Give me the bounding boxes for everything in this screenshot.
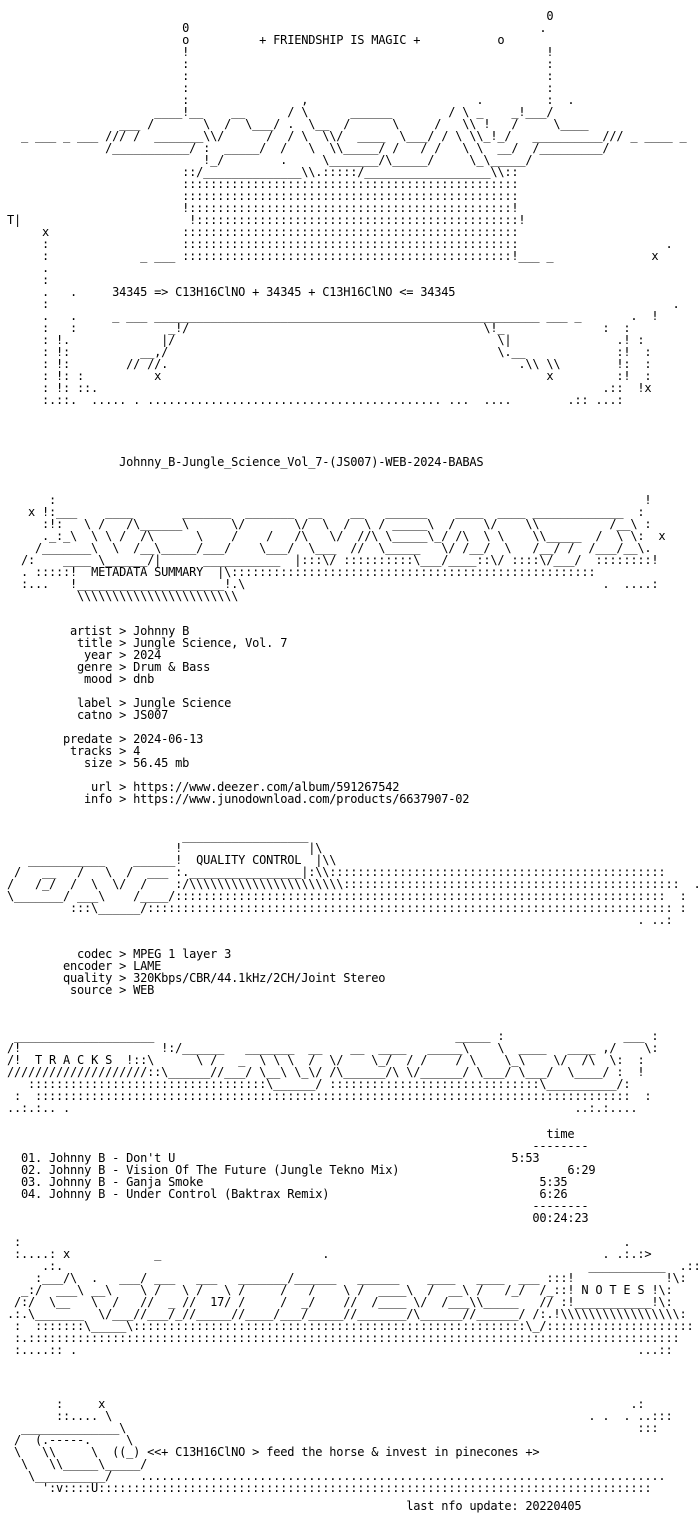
meta-predate: 2024-06-13 <box>133 732 204 746</box>
meta-year: 2024 <box>133 648 162 662</box>
quality-fields: codec > MPEG 1 layer 3 encoder > LAME quality > 320Kbps/CBR/44.1kHz/2CH/Joint Stereo source > WEB <box>0 947 386 997</box>
meta-title: Jungle Science, Vol. 7 <box>133 636 288 650</box>
quality-encoder: LAME <box>133 959 162 973</box>
footer-ascii-art: : x .: ::.... \ . . . ..::: ______________\ ::: / (.-----. \ \ \\ \ ((_) <<+ C13H16ClNO > feed the horse & invest in pinecones +> \ \\_____\_____/ \__________/ ........................................................................... ':v::::U::::::::::::::::::::::::::::::::::::::::::::::::::::::::::::::::::::::::::::::: <box>14 1397 673 1495</box>
footer-slogan: <<+ C13H16ClNO > feed the horse & invest in pinecones +> <box>147 1445 540 1459</box>
last-update: last nfo update: 20220405 <box>406 1499 582 1513</box>
metadata-fields: artist > Johnny B title > Jungle Science, Vol. 7 year > 2024 genre > Drum & Bass mood > dnb label > Jungle Science catno > JS007 predate > 2024-06-13 tracks > 4 size > 56.45 mb url > https://www.deezer.com/album/591267542 info > https://www.junodownload.com/products/6637907-02 <box>0 624 470 806</box>
track-4-time: 6:26 <box>539 1187 568 1201</box>
meta-genre: Drum & Bass <box>133 660 211 674</box>
track-2-time: 6:29 <box>567 1163 596 1177</box>
release-name-line <box>0 456 648 468</box>
tracks-section-art: ____________________ _____ : ___ : /! !:/______ _______ __ __ ____ _____\ \ ____ ____ ,/ \: /! T R A C K S !::\ \ / _ \ \ \ / \/ \_/ / / / \ \_\ \/ /\ \: : ////////////////////::\______//___/ \__\ \_\/ /\______/\ \/______/ \___/ \___/ \____/ : ! ::::::::::::::::::::::::::::::::::\______/ ::::::::::::::::::::::::::::::\__________/: : ::::::::::::::::::::::::::::::::::::::::::::::::::::::::::::::::::::::::::::::::::::: : ..:.:.. . ..:.:.... <box>7 1029 659 1115</box>
meta-artist: Johnny B <box>133 624 190 638</box>
track-1-time: 5:53 <box>511 1151 540 1165</box>
notes-section-title: N O T E S <box>581 1283 645 1297</box>
last-update-line <box>0 1500 648 1512</box>
meta-url: https://www.deezer.com/album/591267542 <box>133 780 400 794</box>
meta-mood: dnb <box>133 672 155 686</box>
quality-source: WEB <box>133 983 155 997</box>
notes-section-art: : . :....: x _ . . .:.:> .:. ___________ .:: :___/\ . ___/ ___ ___ _______/______ ______ ____ ____ ___ :::! !\: _:/ ___\ __\ \ / \ / \ / / / \ / ____\ / __\ / /_/ /_::! N O T E S !\: /:/ \__ \ / // _ // 17/ / / _/ // /____ \/ /___\\_____ // :!___________!\: .:.\_______ \/___//___/_//_____//____/___/_____//_______/\______//______/ /:.!\\\\\\\\\\\\\\\\\: : :::::::\_____\::::::::::::::::::::::::::::::::::::::::::::::::::::::::\_/::::::::::::::::::::: :.::::::::::::::::::::::::::::::::::::::::::::::::::::::::::::::::::::::::::::::::::::::::::::: :....:: . ...:: <box>7 1235 700 1357</box>
quality-codec: MPEG 1 layer 3 <box>133 947 232 961</box>
tracklist-total: 00:24:23 <box>532 1211 589 1225</box>
quality-quality: 320Kbps/CBR/44.1kHz/2CH/Joint Stereo <box>133 971 386 985</box>
tracklist-time-header: time <box>546 1127 575 1141</box>
track-3-no: 03 <box>21 1175 36 1189</box>
track-1-title: Johnny B - Don't U <box>49 1151 176 1165</box>
tracks-section-title: T R A C K S <box>35 1053 113 1067</box>
metadata-section-art: : ! x !:___ ____ _______ _______ __ __ ______ ____ ____ _____________ : :!: \ / /\______\ \/ \/ \ / \ / _____\ / \/ \\ /__\ : ._:_\ \ \ / /\ \ / / /\ \/ //\ \_____\_/ /\ \ \ \\_____ / \ \: x /_______\ \ /__\_____/___/ \___/ \___ // \_____ \/ /__/ \ /__/ / /___/__\. /: ____ \______/| ___________ |:::\/ ::::::::::\___/____::\/ ::::\/___/ ::::::::! . :::::! METADATA SUMMARY |\:::::::::::::::::::::::::::::::::::::::::::::::::::: :... !_____________________!.\ . ....: \\\\\\\\\\\\\\\\\\\\\\\ <box>21 493 666 603</box>
meta-tracks: 4 <box>133 744 141 758</box>
meta-catno: JS007 <box>133 708 169 722</box>
track-2-no: 02 <box>21 1163 36 1177</box>
quality-section-art: __________________ ! |\ ___________ ______! QUALITY CONTROL |\\ / __ / \ / ___ :.________________|:\\:::::::::::::::::::::::::::::::::::::::::::::::: / /_/ / \ \/ / :/\\\\\\\\\\\\\\\\\\\\\\:::::::::::::::::::::::::::::::::::::::::::::::: . \_______/ ___\ /____/:::::::::::::::::::::::::::::::::::::::::::::::::::::::::::::::::::::: : :::\______/::::::::::::::::::::::::::::::::::::::::::::::::::::::::::::::::::::::::::: : . ..: <box>7 829 700 927</box>
header-ascii-art: 0 0 . o + FRIENDSHIP IS MAGIC + o ! ! : : : : : : : , . : . ____!__ __ / \ ______ / \ _ _!___/ ___ / \ / \___/ . \__ / \ / \\ ! / \____ _ ___ _ ___ /// / _______\\/ / / \ \\/ ____ \___/ / \ \\_!_/ __________/// _ ____ _ /___________/ : _____/ / \ \\_____/ / / / \ \ __/ /_________/ !_/ . \_______/\_____/ \_\_____/ ::/______________\\.:::::/__________________\\:: :::::::::::::::::::::::::::::::::::::::::::::::: :::::::::::::::::::::::::::::::::::::::::::::::: !::::::::::::::::::::::::::::::::::::::::::::::! T| !::::::::::::::::::::::::::::::::::::::::::::::! x :::::::::::::::::::::::::::::::::::::::::::::::: : :::::::::::::::::::::::::::::::::::::::::::::::: . : _ ___ :::::::::::::::::::::::::::::::::::::::::::::::!___ _ x . : . . 34345 => C13H16ClNO + 34345 + C13H16ClNO <= 34345 : . . . _ ___ _______________________________________________________ ___ _ . ! : : _!/ \!_ : : : !. |/ \| .! : : !: __,/ \.__ :! : : !: // //. .\\ \\ !: : : !: : x x :! : : !: ::. .:: !x :.::. ..... . .......................................... ... .... .:: ...: <box>7 9 687 407</box>
track-2-title: Johnny B - Vision Of The Future (Jungle Tekno Mix) <box>49 1163 400 1177</box>
tracklist: time -------- 01. Johnny B - Don't U 5:53 02. Johnny B - Vision Of The Future (Jungle Tekno Mix) 6:29 03. Johnny B - Ganja Smoke 5:35 04. Johnny B - Under Control (Baktrax Remix) 6:26 -------- 00:24:23 <box>21 1127 596 1225</box>
track-3-time: 5:35 <box>539 1175 568 1189</box>
meta-size: 56.45 mb <box>133 756 190 770</box>
track-4-no: 04 <box>21 1187 36 1201</box>
metadata-section-title: METADATA SUMMARY <box>91 565 204 579</box>
meta-label: Jungle Science <box>133 696 232 710</box>
track-3-title: Johnny B - Ganja Smoke <box>49 1175 204 1189</box>
release-name: Johnny_B-Jungle_Science_Vol_7-(JS007)-WEB-2024-BABAS <box>119 455 484 469</box>
track-1-no: 01 <box>21 1151 36 1165</box>
banner-title: + FRIENDSHIP IS MAGIC + <box>259 33 421 47</box>
meta-info: https://www.junodownload.com/products/6637907-02 <box>133 792 470 806</box>
quality-section-title: QUALITY CONTROL <box>196 853 302 867</box>
banner-formula: 34345 => C13H16ClNO + 34345 + C13H16ClNO <= 34345 <box>112 285 456 299</box>
track-4-title: Johnny B - Under Control (Baktrax Remix) <box>49 1187 330 1201</box>
